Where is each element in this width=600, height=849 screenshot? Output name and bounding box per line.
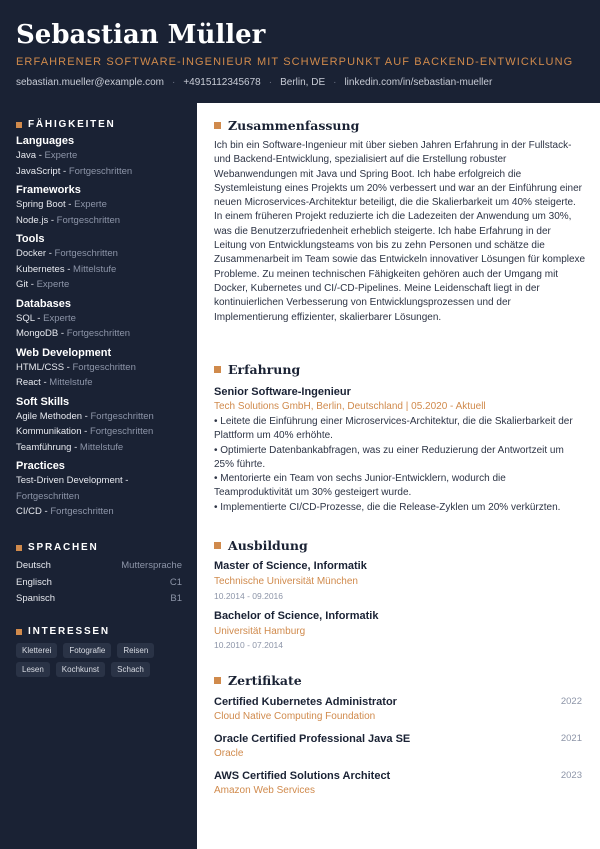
interest-tag: Schach — [111, 662, 150, 677]
certificate-year: 2023 — [560, 770, 582, 781]
skill-group — [16, 346, 186, 391]
resume-header — [0, 0, 600, 103]
skill-group-title: Practices — [16, 460, 65, 472]
square-bullet-icon — [214, 122, 221, 129]
skill-item: HTML/CSS - Fortgeschritten — [16, 361, 136, 373]
language-row: Englisch C1 — [16, 576, 182, 588]
skill-item: Spring Boot - Experte — [16, 199, 107, 210]
skill-item: MongoDB - Fortgeschritten — [16, 328, 131, 339]
skill-item: Git - Experte — [16, 279, 70, 290]
languages-heading: SPRACHEN — [16, 542, 99, 553]
skill-item: SQL - Experte — [16, 312, 76, 324]
job-employer: Tech Solutions GmbH, Berlin, Deutschland | 05.2020 - Aktuell — [214, 401, 486, 412]
skills-list — [16, 134, 186, 524]
skill-group-title: Frameworks — [16, 184, 81, 196]
certificate-name: Oracle Certified Professional Java SE — [214, 733, 411, 745]
square-bullet-icon — [214, 542, 221, 549]
job-bullet: • Leitete die Einführung einer Microservices-Architektur, die die Skalierbarkeit der Plattform um 40% erhöhte. — [214, 416, 573, 442]
skill-item: Test-Driven Development - Fortgeschritten — [16, 475, 129, 502]
skill-group — [16, 395, 186, 456]
interest-tag: Kochkunst — [56, 662, 105, 677]
skill-item: Kommunikation - Fortgeschritten — [16, 426, 154, 437]
skill-item: Agile Methoden - Fortgeschritten — [16, 410, 154, 422]
certificate-year: 2021 — [560, 733, 582, 744]
certificate-issuer: Cloud Native Computing Foundation — [214, 711, 376, 722]
skill-item: React - Mittelstufe — [16, 377, 93, 388]
language-row: Spanisch B1 — [16, 593, 182, 604]
skill-group-title: Databases — [16, 297, 72, 310]
summary-text: Ich bin ein Software-Ingenieur mit über sieben Jahren Erfahrung in der Fullstack- und Backend-Entwicklung, spezialisiert auf die Erstellung robuster Webanwendungen mit Java und Spring Boot. Ich habe erfolgreich die Systemleistung eines Projekts um 20% verbessert und war an der Einführung einer neuen Microservices-Architektur beteiligt, die die Skalierbarkeit um 40% steigerte. In einem früheren Projekt reduzierte ich die Ladezeiten der Anwendung um 30%, was die Benutzerzufriedenheit erheblich steigerte. Ich habe Erfahrung in der Leitung von Entwicklungsteams von bis zu zehn Personen und schätze die Zusammenarbeit im Team sowie das Entwickeln innovativer Lösungen für komplexe Probleme. Zu meinen technischen Fähigkeiten gehören auch der Umgang mit Docker, Kubernetes und CI/-CD-Pipelines. Meine Leidenschaft liegt in der kontinuierlichen Verbesserung von Entwicklungsprozessen und der Implementierung effizienter, skalierbarer Lösungen. — [214, 140, 586, 323]
interests-tags — [16, 643, 186, 681]
skill-item: Java - Experte — [16, 150, 78, 161]
job-bullet: • Optimierte Datenbankabfragen, was zu einer Reduzierung der Antwortzeit um 25% führte. — [214, 444, 564, 470]
skill-group-title: Tools — [16, 233, 45, 245]
education-heading: Ausbildung — [214, 538, 308, 553]
degree-title: Bachelor of Science, Informatik — [214, 610, 379, 622]
skill-group-title: Soft Skills — [16, 395, 70, 408]
education-dates: 10.2010 - 07.2014 — [214, 640, 284, 650]
certificate-issuer: Oracle — [214, 748, 244, 759]
job-bullet: • Mentorierte ein Team von sechs Junior-Entwicklern, wodurch die Teamproduktivität um 30% gesteigert wurde. — [214, 473, 506, 499]
skill-group-title: Web Development — [16, 346, 112, 359]
certificates-heading: Zertifikate — [214, 673, 302, 688]
headline: ERFAHRENER SOFTWARE-INGENIEUR MIT SCHWERPUNKT AUF BACKEND-ENTWICKLUNG — [16, 56, 574, 68]
square-bullet-icon — [16, 545, 22, 551]
skill-group — [16, 183, 186, 228]
interest-tag: Lesen — [16, 662, 50, 677]
square-bullet-icon — [214, 366, 221, 373]
skill-group — [16, 134, 186, 179]
skill-item: Node.js - Fortgeschritten — [16, 214, 121, 226]
job-title: Senior Software-Ingenieur — [214, 386, 351, 398]
interest-tag: Reisen — [117, 643, 154, 658]
skill-item: Docker - Fortgeschritten — [16, 248, 118, 259]
separator: · — [268, 77, 273, 88]
job-bullets — [214, 415, 586, 515]
skill-item: Kubernetes - Mittelstufe — [16, 263, 117, 275]
skill-group-title: Languages — [16, 135, 75, 147]
certificate-year: 2022 — [560, 696, 582, 707]
education-dates: 10.2014 - 09.2016 — [214, 591, 284, 601]
certificate-name: Certified Kubernetes Administrator — [214, 696, 397, 708]
separator: · — [333, 77, 337, 88]
summary-heading: Zusammenfassung — [214, 118, 359, 133]
languages-list — [16, 558, 182, 608]
skill-group — [16, 297, 186, 342]
school-name: Universität Hamburg — [214, 626, 306, 637]
skill-item: Teamführung - Mittelstufe — [16, 441, 124, 453]
contact-line — [16, 77, 492, 88]
square-bullet-icon — [16, 122, 22, 128]
skill-item: JavaScript - Fortgeschritten — [16, 165, 133, 177]
phone-link[interactable]: +4915112345678 — [183, 77, 261, 88]
experience-heading: Erfahrung — [214, 362, 300, 377]
person-name: Sebastian Müller — [16, 20, 266, 50]
location-text: Berlin, DE — [280, 77, 326, 88]
skill-item: CI/CD - Fortgeschritten — [16, 506, 114, 517]
separator: · — [172, 77, 176, 88]
skill-group — [16, 232, 186, 293]
skills-heading: FÄHIGKEITEN — [16, 119, 116, 130]
square-bullet-icon — [214, 677, 221, 684]
interest-tag: Kletterei — [16, 643, 57, 658]
linkedin-link[interactable]: linkedin.com/in/sebastian-mueller — [344, 77, 493, 88]
interests-heading: INTERESSEN — [16, 626, 110, 637]
degree-title: Master of Science, Informatik — [214, 560, 367, 572]
interest-tag: Fotografie — [63, 643, 111, 658]
square-bullet-icon — [16, 629, 22, 635]
email-link[interactable]: sebastian.mueller@example.com — [16, 77, 164, 88]
skill-group — [16, 459, 186, 520]
job-bullet: • Implementierte CI/CD-Prozesse, die die Release-Zyklen um 20% verkürzten. — [214, 501, 561, 513]
certificate-name: AWS Certified Solutions Architect — [214, 770, 391, 782]
language-row: Deutsch Muttersprache — [16, 560, 182, 571]
school-name: Technische Universität München — [214, 576, 358, 587]
certificate-issuer: Amazon Web Services — [214, 785, 315, 796]
